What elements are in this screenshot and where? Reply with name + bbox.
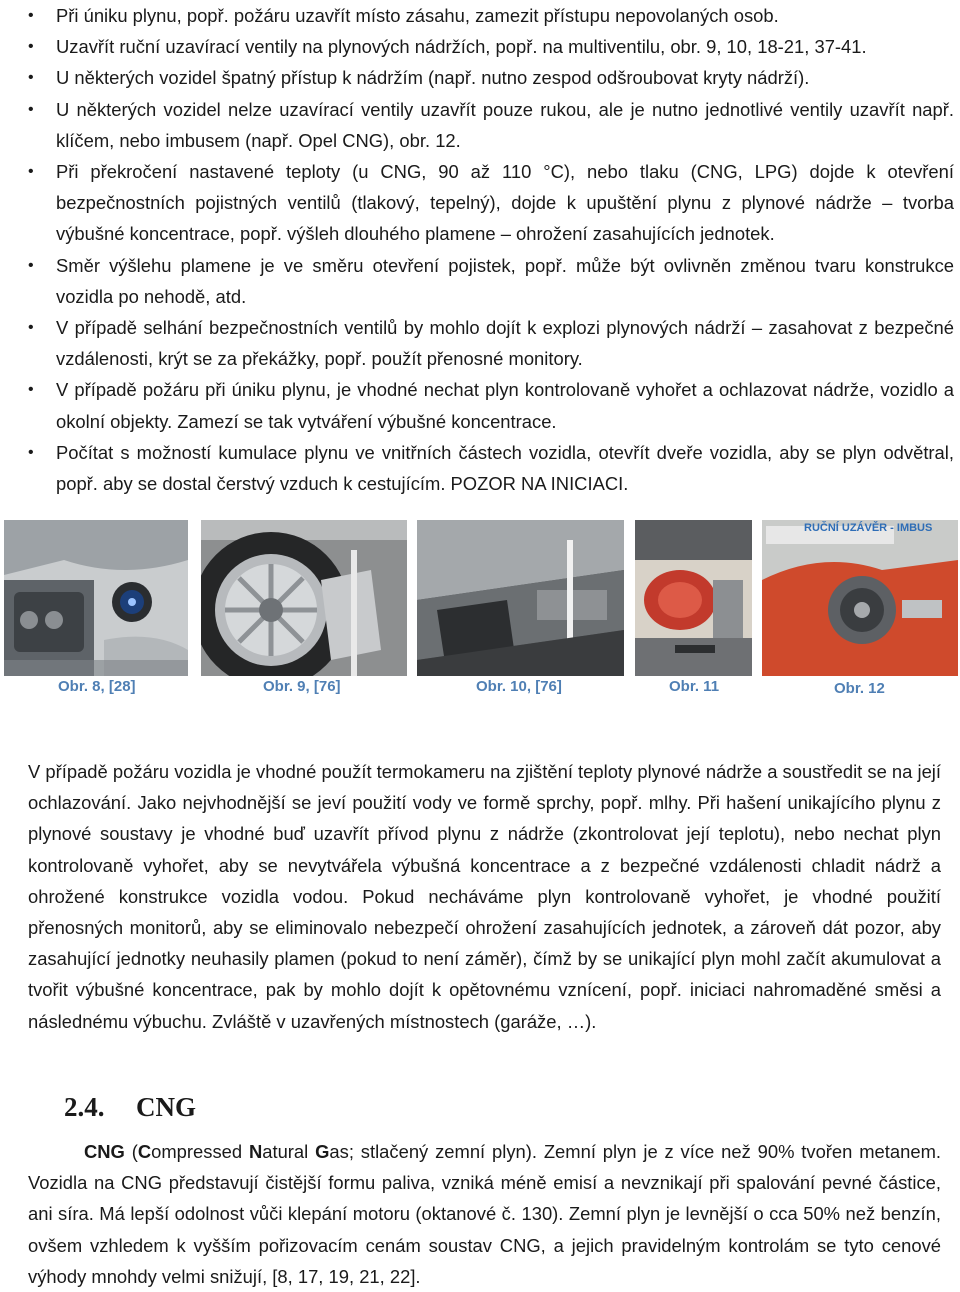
- initial-g: G: [315, 1141, 330, 1162]
- bullet-icon: •: [28, 69, 34, 87]
- bullet-icon: •: [28, 443, 34, 461]
- photo-overlay-label: RUČNÍ UZÁVĚR - IMBUS: [804, 522, 933, 534]
- bullet-text: U některých vozidel špatný přístup k nádržím (např. nutno zespod odšroubovat kryty nádrží).: [56, 67, 810, 89]
- figure-caption: Obr. 10, [76]: [476, 678, 562, 695]
- bullet-item: [26, 374, 954, 436]
- text-fragment: (: [124, 1141, 138, 1162]
- text-fragment: atural: [262, 1141, 316, 1162]
- bullet-text: Uzavřít ruční uzavírací ventily na plynových nádržích, popř. na multiventilu, obr. 9, 10, 18-21, 37-41.: [56, 36, 867, 58]
- photo-underbody: [417, 520, 624, 676]
- figure-caption: Obr. 8, [28]: [58, 678, 136, 695]
- photo-manual-valve: [762, 520, 958, 676]
- bullet-icon: •: [28, 38, 34, 56]
- bullet-icon: •: [28, 319, 34, 337]
- bullet-item: [26, 437, 954, 499]
- bullet-text: U některých vozidel nelze uzavírací ventily uzavřít pouze rukou, ale je nutno jednotlivé ventily uzavřít např. klíčem, nebo imbusem (např. Opel CNG), obr. 12.: [56, 98, 954, 151]
- section-title: CNG: [136, 1092, 196, 1122]
- bullet-text: V případě selhání bezpečnostních ventilů by mohlo dojít k explozi plynových nádrží – zasahovat z bezpečné vzdálenosti, krýt se za překážky, popř. použít přenosné monitory.: [56, 317, 954, 370]
- photo-wheel: [201, 520, 407, 676]
- bullet-icon: •: [28, 256, 34, 274]
- figure-caption: Obr. 12: [834, 680, 885, 697]
- bullet-text: Směr výšlehu plamene je ve směru otevření pojistek, popř. může být ovlivněn změnou tvaru konstrukce vozidla po nehodě, atd.: [56, 254, 954, 307]
- bullet-icon: •: [28, 163, 34, 181]
- photo-dashboard-switch: [4, 520, 188, 676]
- bullet-list: [26, 0, 954, 499]
- bullet-icon: •: [28, 100, 34, 118]
- bullet-icon: •: [28, 7, 34, 24]
- section-number: 2.4.: [64, 1092, 105, 1122]
- figure-caption: Obr. 9, [76]: [263, 678, 341, 695]
- body-paragraph: V případě požáru vozidla je vhodné použít termokameru na zjištění teploty plynové nádrže a soustředit se na její ochlazování. Jako nejvhodnější se jeví použití vody ve formě sprchy, popř. mlhy. Při hašení unikajícího plynu z plynové soustavy je vhodné buď uzavřít přívod plynu z nádrže (zkontrolovat její teplotu), nebo nechat plyn kontrolovaně vyhořet, aby se nevytvářela výbušná koncentrace a z bezpečné vzdálenosti chladit nádrž a ohrožené konstrukce vozidla vodou. Pokud necháváme plyn kontrolovaně vyhořet, je vhodné použití přenosných monitorů, aby se eliminovalo nebezpečí ohrožení zasahujících jednotek, a zároveň dát pozor, aby zasahující jednotky neuhasily plamen (pokud to není záměr), čímž by se unikající plyn mohl začít akumulovat a tvořit výbušné koncentrace, pak by mohlo dojít k opětovnému vznícení, popř. iniciaci nahromaděné směsi a následnému výbuchu. Zvláště v uzavřených místnostech (garáže, …).: [28, 761, 941, 1032]
- text-fragment: Zemní plyn je z více než 90% tvořen metanem. Vozidla na CNG představují čistější formu paliva, vzniká méně emisí a nevznikají při spalování pevné částice, ani síra. Má lepší odolnost vůči klepání motoru (oktanové č. 130). Zemní plyn je levnější o cca 50% než benzín, ovšem vzhledem k vyšším pořizovacím cenám soustav CNG, a jejich pravidelným kontrolám se tyto cenové výhody mnohdy velmi snižují, [8, 17, 19, 21, 22].: [28, 1141, 941, 1287]
- bullet-text: V případě požáru při úniku plynu, je vhodné nechat plyn kontrolovaně vyhořet a ochlazovat nádrže, vozidlo a okolní objekty. Zamezí se tak vytváření výbušné koncentrace.: [56, 379, 954, 432]
- bullet-text: Počítat s možností kumulace plynu ve vnitřních částech vozidla, otevřít dveře vozidla, aby se plyn odvětral, popř. aby se dostal čerstvý vzduch k cestujícím. POZOR NA INICIACI.: [56, 441, 954, 495]
- body-paragraph-cng: [28, 1136, 941, 1292]
- section-heading: [64, 1092, 196, 1123]
- bullet-item: [26, 94, 954, 156]
- text-fragment: as; stlačený zemní plyn).: [329, 1141, 537, 1162]
- initial-c: C: [137, 1141, 152, 1162]
- bullet-text: Při úniku plynu, popř. požáru uzavřít místo zásahu, zamezit přístupu nepovolaných osob.: [56, 5, 779, 26]
- bullet-item: [26, 0, 954, 31]
- photo-red-tank: [635, 520, 752, 676]
- figure-caption: Obr. 11: [669, 678, 720, 695]
- text-fragment: ompressed: [151, 1141, 249, 1162]
- photo-manual-valve-graphic: [762, 520, 958, 676]
- bullet-item: [26, 250, 954, 312]
- term-cng: CNG: [84, 1141, 125, 1162]
- initial-n: N: [248, 1141, 263, 1162]
- bullet-item: [26, 312, 954, 374]
- bullet-text: Při překročení nastavené teploty (u CNG, 90 až 110 °C), nebo tlaku (CNG, LPG) dojde k otevření bezpečnostních pojistných ventilů (tlakový, tepelný), dojde k upuštění plynu z plynové nádrže – tvorba výbušné koncentrace, popř. výšleh dlouhého plamene – ohrožení zasahujících jednotek.: [56, 161, 954, 245]
- bullet-item: [26, 31, 954, 62]
- bullet-item: [26, 156, 954, 250]
- bullet-item: [26, 62, 954, 93]
- bullet-icon: •: [28, 381, 34, 399]
